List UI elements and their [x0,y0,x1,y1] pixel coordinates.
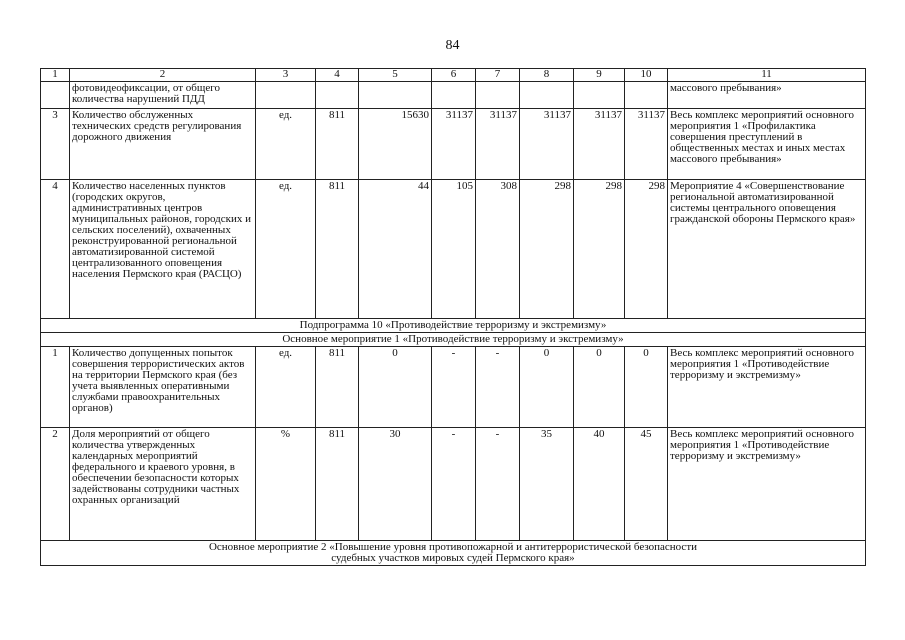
row-number-cell: 1 [41,347,70,428]
indicator-cell: Количество допущенных попыток совершения террористических актов на территории Пермского края (без учета выявленных оперативными службами правоохранительных органов) [70,347,256,428]
event-cell: Весь комплекс мероприятий основного мероприятия 1 «Противодействие терроризму и экстремизму» [668,347,866,428]
row-number-cell: 3 [41,109,70,180]
main-event-row [41,333,866,347]
page-number: 84 [445,38,460,53]
main-event-title [41,541,866,566]
event-cell: Весь комплекс мероприятий основного мероприятия 1 «Профилактика совершения преступлений в общественных местах и иных местах массового пребывания» [668,109,866,180]
col-number-cell: 4 [316,69,359,82]
col-number-cell: 3 [256,69,316,82]
base-value-cell: 15630 [359,109,432,180]
table-row [41,347,866,428]
main-event-row [41,541,866,566]
column-number-row [41,69,866,82]
event-cell: Весь комплекс мероприятий основного мероприятия 1 «Противодействие терроризму и экстремизму» [668,428,866,541]
year-value-cell: 31137 [432,109,476,180]
unit-cell: ед. [256,347,316,428]
year-value-cell: 31137 [574,109,625,180]
table-row [41,180,866,319]
year-value-cell: - [432,347,476,428]
table-row [41,109,866,180]
table-row [41,428,866,541]
col-number-cell: 2 [70,69,256,82]
year-value-cell: 105 [432,180,476,319]
year-value-cell: 0 [625,347,668,428]
unit-cell: % [256,428,316,541]
col-number-cell: 8 [520,69,574,82]
row-number-cell: 4 [41,180,70,319]
year-value-cell: - [476,428,520,541]
row-number-cell: 2 [41,428,70,541]
year-value-cell: 298 [625,180,668,319]
grbs-cell: 811 [316,428,359,541]
year-value-cell: 40 [574,428,625,541]
indicator-cell: фотовидеофиксации, от общего количества нарушений ПДД [70,82,256,109]
base-value-cell: 30 [359,428,432,541]
indicator-cell: Количество населенных пунктов (городских округов, административных центров муниципальных районов, городских и сельских поселений), охваченных реконструированной региональной автоматизированной системой централизованного оповещения населения Пермского края (РАСЦО) [70,180,256,319]
year-value-cell: 0 [520,347,574,428]
subprogram-title: Подпрограмма 10 «Противодействие терроризму и экстремизму» [41,319,866,333]
year-value-cell: 298 [520,180,574,319]
event-cell: Мероприятие 4 «Совершенствование региональной автоматизированной системы центрального оповещения гражданской обороны Пермского края» [668,180,866,319]
year-value-cell: 35 [520,428,574,541]
year-value-cell: 31137 [476,109,520,180]
base-value-cell: 0 [359,347,432,428]
year-value-cell: - [476,347,520,428]
table-row-continuation [41,82,866,109]
year-value-cell: 31137 [625,109,668,180]
grbs-cell: 811 [316,109,359,180]
unit-cell: ед. [256,109,316,180]
grbs-cell: 811 [316,347,359,428]
year-value-cell: 45 [625,428,668,541]
year-value-cell: 31137 [520,109,574,180]
main-event-title-line: судебных участков мировых судей Пермского края» [331,552,575,564]
subprogram-row [41,319,866,333]
year-value-cell: 308 [476,180,520,319]
base-value-cell: 44 [359,180,432,319]
indicator-cell: Количество обслуженных технических средств регулирования дорожного движения [70,109,256,180]
year-value-cell: 298 [574,180,625,319]
col-number-cell: 7 [476,69,520,82]
unit-cell: ед. [256,180,316,319]
col-number-cell: 6 [432,69,476,82]
year-value-cell: - [432,428,476,541]
col-number-cell: 1 [41,69,70,82]
indicators-table [40,68,866,566]
event-cell: массового пребывания» [668,82,866,109]
main-event-title-line: Основное мероприятие 2 «Повышение уровня противопожарной и антитеррористической безопасности [208,541,698,553]
main-event-title: Основное мероприятие 1 «Противодействие терроризму и экстремизму» [41,333,866,347]
grbs-cell: 811 [316,180,359,319]
indicator-cell: Доля мероприятий от общего количества утвержденных календарных мероприятий федерального и краевого уровня, в обеспечении безопасности которых задействованы сотрудники частных охранных организаций [70,428,256,541]
col-number-cell: 10 [625,69,668,82]
col-number-cell: 11 [668,69,866,82]
year-value-cell: 0 [574,347,625,428]
col-number-cell: 9 [574,69,625,82]
col-number-cell: 5 [359,69,432,82]
